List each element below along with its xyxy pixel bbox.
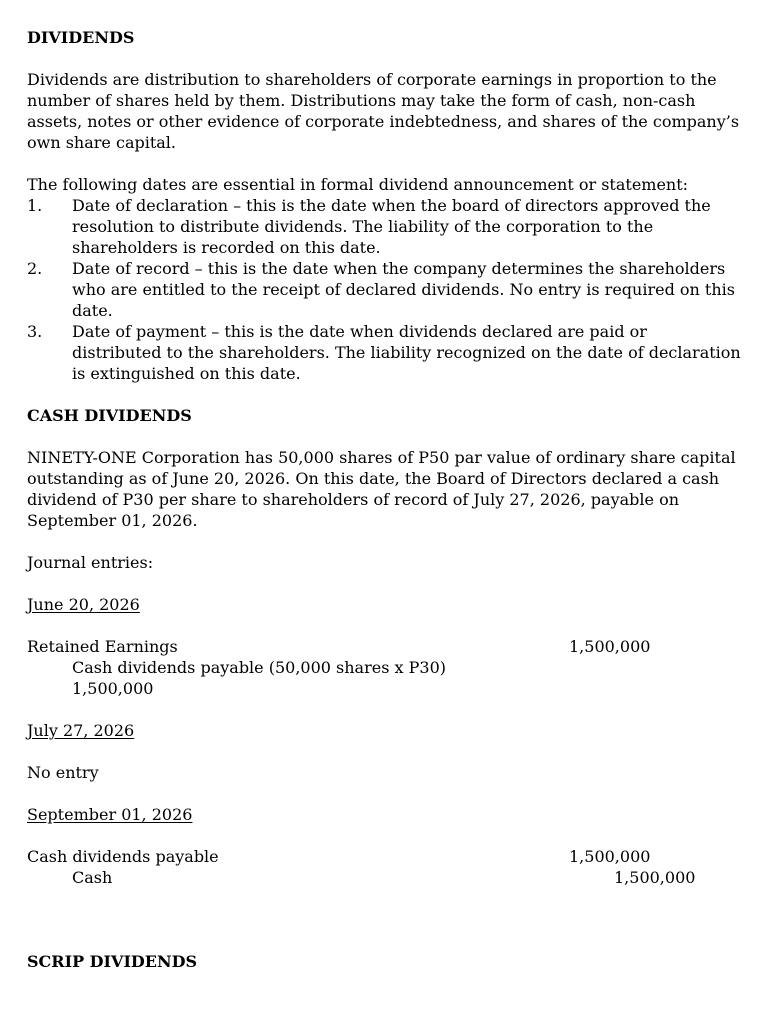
debit-account: Cash dividends payable [27,847,219,866]
section-heading-scrip-dividends: SCRIP DIVIDENDS [27,952,198,971]
credit-account: Cash dividends payable (50,000 shares x P30) [72,658,446,677]
entry-date: June 20, 2026 [27,595,140,614]
debit-account: Retained Earnings [27,637,178,656]
journal-entry-declaration [27,594,741,699]
intro-paragraph: Dividends are distribution to shareholders of corporate earnings in proportion to the number of shares held by them. Distributions may take the form of cash, non-cash assets, notes or other evidence of corporate indebtedness, and shares of the company’s own share capital. [27,70,740,152]
credit-line [27,867,741,888]
list-item-text: Date of payment – this is the date when dividends declared are paid or distributed to the shareholders. The liability recognized on the date of declaration is extinguished on this date. [72,322,741,383]
entry-date: July 27, 2026 [27,721,135,740]
credit-amount: 1,500,000 [614,868,696,887]
list-number: 1. [27,196,43,215]
document-page [27,27,741,972]
section-heading-cash-dividends: CASH DIVIDENDS [27,406,192,425]
list-item [27,258,741,321]
list-number: 3. [27,322,43,341]
dates-intro-text: The following dates are essential in formal dividend announcement or statement: [27,175,689,194]
list-item-text: Date of record – this is the date when the company determines the shareholders who are entitled to the receipt of declared dividends. No entry is required on this date. [72,259,735,320]
journal-entry-payment [27,804,741,888]
list-item-text: Date of declaration – this is the date when the board of directors approved the resolution to distribute dividends. The liability of the corporation to the shareholders is recorded on this date. [72,196,711,257]
dates-list [27,195,741,384]
debit-line [27,636,741,657]
journal-entries-label: Journal entries: [27,553,154,572]
credit-amount: 1,500,000 [72,679,154,698]
no-entry-text: No entry [27,763,99,782]
entry-date: September 01, 2026 [27,805,193,824]
list-number: 2. [27,259,43,278]
debit-line [27,846,741,867]
section-heading-dividends: DIVIDENDS [27,28,135,47]
list-item [27,321,741,384]
debit-amount: 1,500,000 [569,847,651,866]
list-item [27,195,741,258]
journal-entry-record [27,720,741,783]
credit-account: Cash [72,868,113,887]
cash-example-paragraph: NINETY-ONE Corporation has 50,000 shares of P50 par value of ordinary share capital outstanding as of June 20, 2026. On this date, the Board of Directors declared a cash dividend of P30 per share to shareholders of record of July 27, 2026, payable on September 01, 2026. [27,448,736,530]
debit-amount: 1,500,000 [569,637,651,656]
